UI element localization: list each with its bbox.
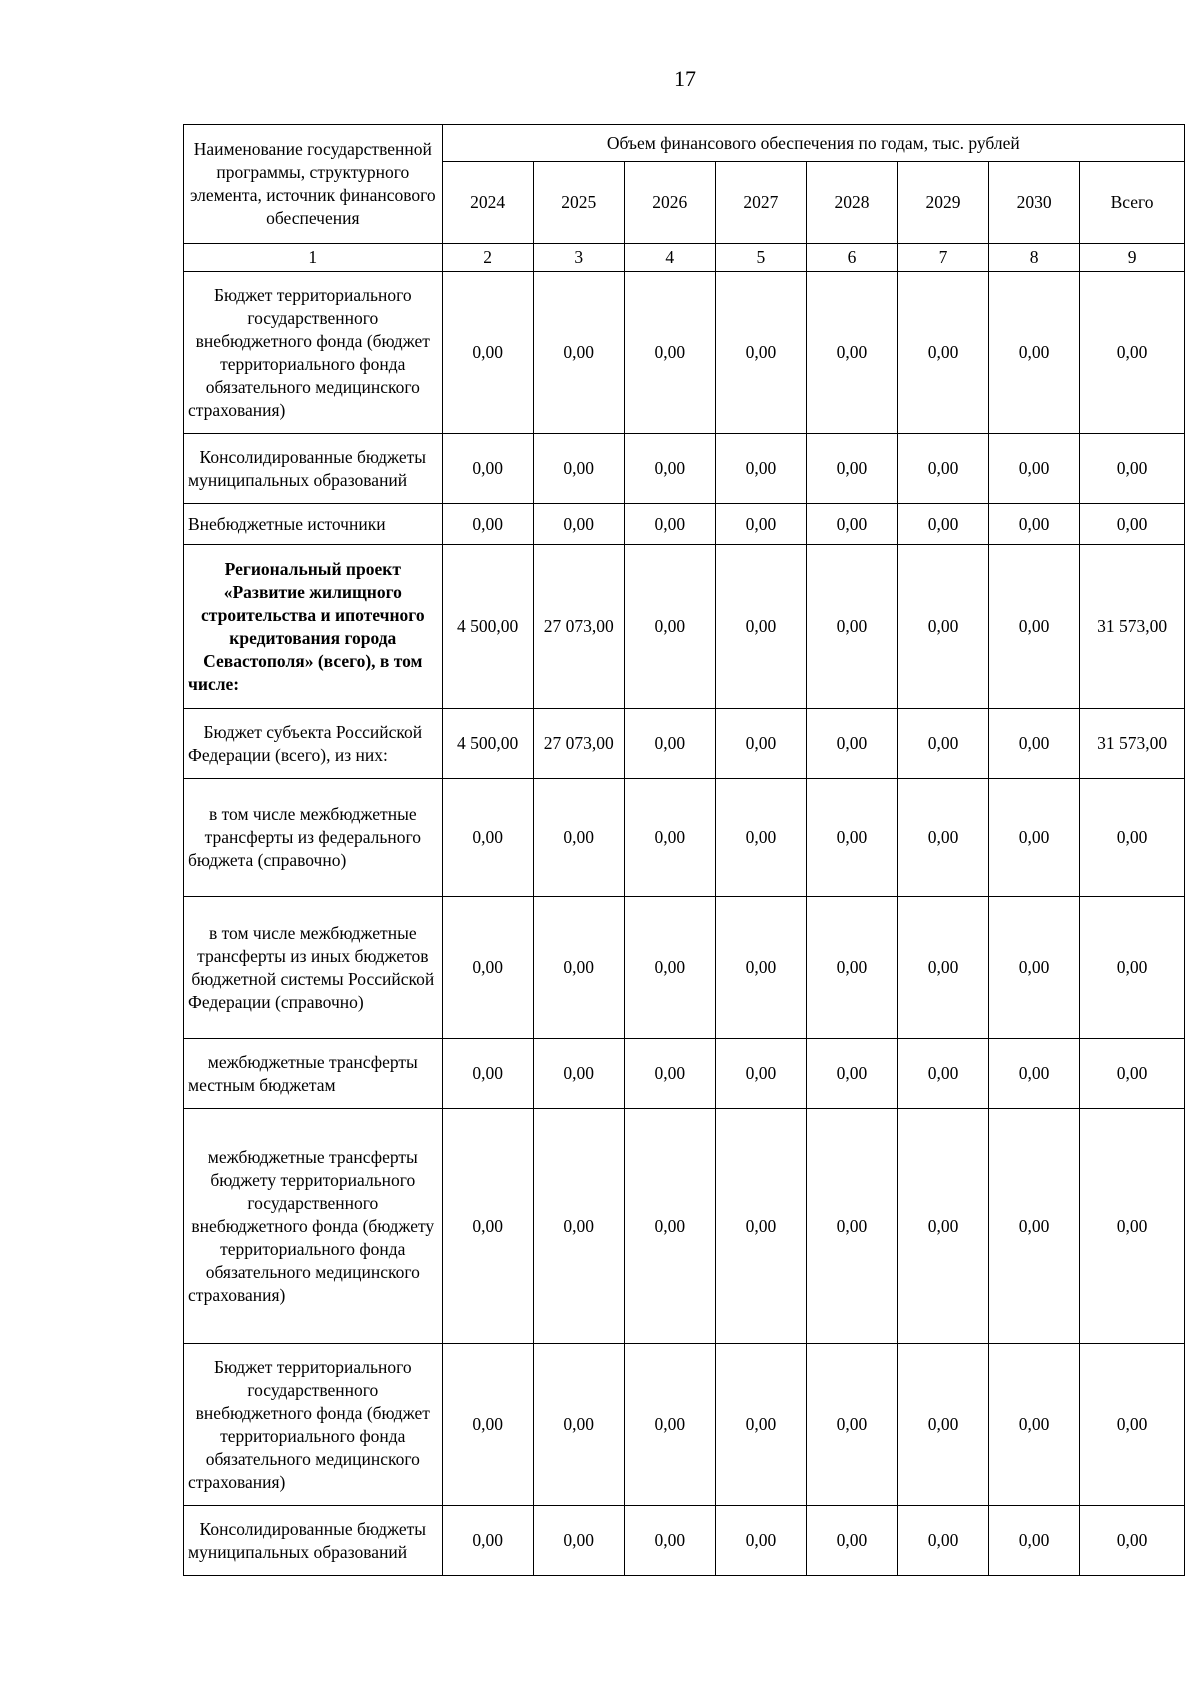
table-row xyxy=(184,1109,1185,1344)
row-year-value: 0,00 xyxy=(533,1039,624,1109)
row-year-value: 0,00 xyxy=(989,1506,1080,1576)
table-row xyxy=(184,545,1185,709)
header-year: 2027 xyxy=(715,162,806,244)
row-year-value: 0,00 xyxy=(806,779,897,897)
row-year-value: 0,00 xyxy=(989,545,1080,709)
row-year-value: 0,00 xyxy=(442,1039,533,1109)
row-year-value: 0,00 xyxy=(442,897,533,1039)
row-year-value: 0,00 xyxy=(624,272,715,434)
row-year-value: 0,00 xyxy=(898,434,989,504)
row-year-value: 0,00 xyxy=(989,504,1080,545)
row-year-value: 0,00 xyxy=(715,1506,806,1576)
row-name: Консолидированные бюджеты муниципальных образований xyxy=(184,434,443,504)
row-year-value: 0,00 xyxy=(624,1344,715,1506)
table-row xyxy=(184,709,1185,779)
row-year-value: 0,00 xyxy=(898,272,989,434)
row-year-value: 0,00 xyxy=(533,779,624,897)
row-year-value: 0,00 xyxy=(715,504,806,545)
row-year-value: 4 500,00 xyxy=(442,545,533,709)
row-year-value: 0,00 xyxy=(624,1506,715,1576)
row-year-value: 27 073,00 xyxy=(533,545,624,709)
row-year-value: 0,00 xyxy=(533,1506,624,1576)
row-year-value: 0,00 xyxy=(442,779,533,897)
column-number: 8 xyxy=(989,244,1080,272)
table-row xyxy=(184,897,1185,1039)
row-name: межбюджетные трансферты местным бюджетам xyxy=(184,1039,443,1109)
row-year-value: 0,00 xyxy=(624,709,715,779)
row-year-value: 0,00 xyxy=(715,545,806,709)
row-year-value: 0,00 xyxy=(533,504,624,545)
row-year-value: 0,00 xyxy=(989,1109,1080,1344)
row-year-value: 0,00 xyxy=(989,897,1080,1039)
row-name: Консолидированные бюджеты муниципальных образований xyxy=(184,1506,443,1576)
row-total-value: 0,00 xyxy=(1080,434,1185,504)
column-number: 3 xyxy=(533,244,624,272)
row-year-value: 0,00 xyxy=(442,1506,533,1576)
table-row xyxy=(184,434,1185,504)
row-year-value: 0,00 xyxy=(806,1344,897,1506)
row-total-value: 31 573,00 xyxy=(1080,709,1185,779)
row-year-value: 0,00 xyxy=(898,1344,989,1506)
row-year-value: 0,00 xyxy=(806,1109,897,1344)
header-year: 2028 xyxy=(806,162,897,244)
row-year-value: 0,00 xyxy=(624,434,715,504)
row-name: Бюджет территориального государственного внебюджетного фонда (бюджет территориального фонда обязательного медицинского страхования) xyxy=(184,272,443,434)
row-name: Региональный проект «Развитие жилищного строительства и ипотечного кредитования города Севастополя» (всего), в том числе: xyxy=(184,545,443,709)
row-year-value: 0,00 xyxy=(989,779,1080,897)
header-year: 2024 xyxy=(442,162,533,244)
header-year: 2026 xyxy=(624,162,715,244)
row-year-value: 4 500,00 xyxy=(442,709,533,779)
row-year-value: 0,00 xyxy=(806,897,897,1039)
row-year-value: 0,00 xyxy=(715,272,806,434)
row-year-value: 0,00 xyxy=(898,545,989,709)
row-year-value: 0,00 xyxy=(898,709,989,779)
row-year-value: 0,00 xyxy=(533,897,624,1039)
row-total-value: 0,00 xyxy=(1080,272,1185,434)
column-number: 2 xyxy=(442,244,533,272)
row-year-value: 0,00 xyxy=(715,1039,806,1109)
row-year-value: 0,00 xyxy=(533,434,624,504)
row-name: Бюджет территориального государственного внебюджетного фонда (бюджет территориального фонда обязательного медицинского страхования) xyxy=(184,1344,443,1506)
row-year-value: 0,00 xyxy=(442,1109,533,1344)
row-year-value: 0,00 xyxy=(715,1344,806,1506)
row-year-value: 0,00 xyxy=(624,1109,715,1344)
row-year-value: 0,00 xyxy=(624,897,715,1039)
row-total-value: 0,00 xyxy=(1080,1506,1185,1576)
table-row xyxy=(184,504,1185,545)
financing-table xyxy=(183,124,1185,1576)
row-year-value: 0,00 xyxy=(806,709,897,779)
header-group-title: Объем финансового обеспечения по годам, тыс. рублей xyxy=(442,125,1184,162)
row-year-value: 0,00 xyxy=(898,897,989,1039)
header-year: 2030 xyxy=(989,162,1080,244)
row-total-value: 31 573,00 xyxy=(1080,545,1185,709)
row-year-value: 0,00 xyxy=(624,779,715,897)
row-year-value: 0,00 xyxy=(806,1506,897,1576)
row-year-value: 0,00 xyxy=(533,1109,624,1344)
row-year-value: 0,00 xyxy=(989,1039,1080,1109)
table-row xyxy=(184,272,1185,434)
row-year-value: 0,00 xyxy=(989,272,1080,434)
row-year-value: 0,00 xyxy=(624,545,715,709)
row-name: межбюджетные трансферты бюджету территориального государственного внебюджетного фонда (бюджету территориального фонда обязательного медицинского страхования) xyxy=(184,1109,443,1344)
row-year-value: 0,00 xyxy=(898,1039,989,1109)
row-year-value: 0,00 xyxy=(442,272,533,434)
page-number: 17 xyxy=(674,66,696,91)
table-row xyxy=(184,1039,1185,1109)
row-year-value: 27 073,00 xyxy=(533,709,624,779)
column-number: 4 xyxy=(624,244,715,272)
header-name-column: Наименование государственной программы, структурного элемента, источник финансового обеспечения xyxy=(184,125,443,244)
row-year-value: 0,00 xyxy=(898,779,989,897)
header-total: Всего xyxy=(1080,162,1185,244)
row-year-value: 0,00 xyxy=(806,545,897,709)
row-name: в том числе межбюджетные трансферты из федерального бюджета (справочно) xyxy=(184,779,443,897)
header-year: 2029 xyxy=(898,162,989,244)
row-total-value: 0,00 xyxy=(1080,779,1185,897)
table-row xyxy=(184,1506,1185,1576)
column-number: 6 xyxy=(806,244,897,272)
row-year-value: 0,00 xyxy=(715,1109,806,1344)
row-year-value: 0,00 xyxy=(898,504,989,545)
column-number: 9 xyxy=(1080,244,1185,272)
row-year-value: 0,00 xyxy=(989,709,1080,779)
row-name: Внебюджетные источники xyxy=(184,504,443,545)
row-total-value: 0,00 xyxy=(1080,897,1185,1039)
row-year-value: 0,00 xyxy=(989,434,1080,504)
row-year-value: 0,00 xyxy=(624,504,715,545)
row-year-value: 0,00 xyxy=(715,897,806,1039)
row-year-value: 0,00 xyxy=(442,1344,533,1506)
row-year-value: 0,00 xyxy=(715,434,806,504)
row-year-value: 0,00 xyxy=(533,272,624,434)
table-row xyxy=(184,1344,1185,1506)
table-body xyxy=(184,272,1185,1576)
column-number: 1 xyxy=(184,244,443,272)
row-total-value: 0,00 xyxy=(1080,1344,1185,1506)
row-total-value: 0,00 xyxy=(1080,1039,1185,1109)
row-year-value: 0,00 xyxy=(715,709,806,779)
column-number: 7 xyxy=(898,244,989,272)
row-year-value: 0,00 xyxy=(533,1344,624,1506)
row-name: Бюджет субъекта Российской Федерации (всего), из них: xyxy=(184,709,443,779)
row-year-value: 0,00 xyxy=(806,1039,897,1109)
table-row xyxy=(184,779,1185,897)
column-number: 5 xyxy=(715,244,806,272)
row-year-value: 0,00 xyxy=(806,434,897,504)
row-year-value: 0,00 xyxy=(442,434,533,504)
row-total-value: 0,00 xyxy=(1080,1109,1185,1344)
header-year: 2025 xyxy=(533,162,624,244)
row-year-value: 0,00 xyxy=(989,1344,1080,1506)
row-year-value: 0,00 xyxy=(898,1506,989,1576)
row-year-value: 0,00 xyxy=(715,779,806,897)
row-year-value: 0,00 xyxy=(806,272,897,434)
row-total-value: 0,00 xyxy=(1080,504,1185,545)
row-year-value: 0,00 xyxy=(624,1039,715,1109)
row-year-value: 0,00 xyxy=(442,504,533,545)
row-name: в том числе межбюджетные трансферты из иных бюджетов бюджетной системы Российской Федерации (справочно) xyxy=(184,897,443,1039)
row-year-value: 0,00 xyxy=(898,1109,989,1344)
row-year-value: 0,00 xyxy=(806,504,897,545)
